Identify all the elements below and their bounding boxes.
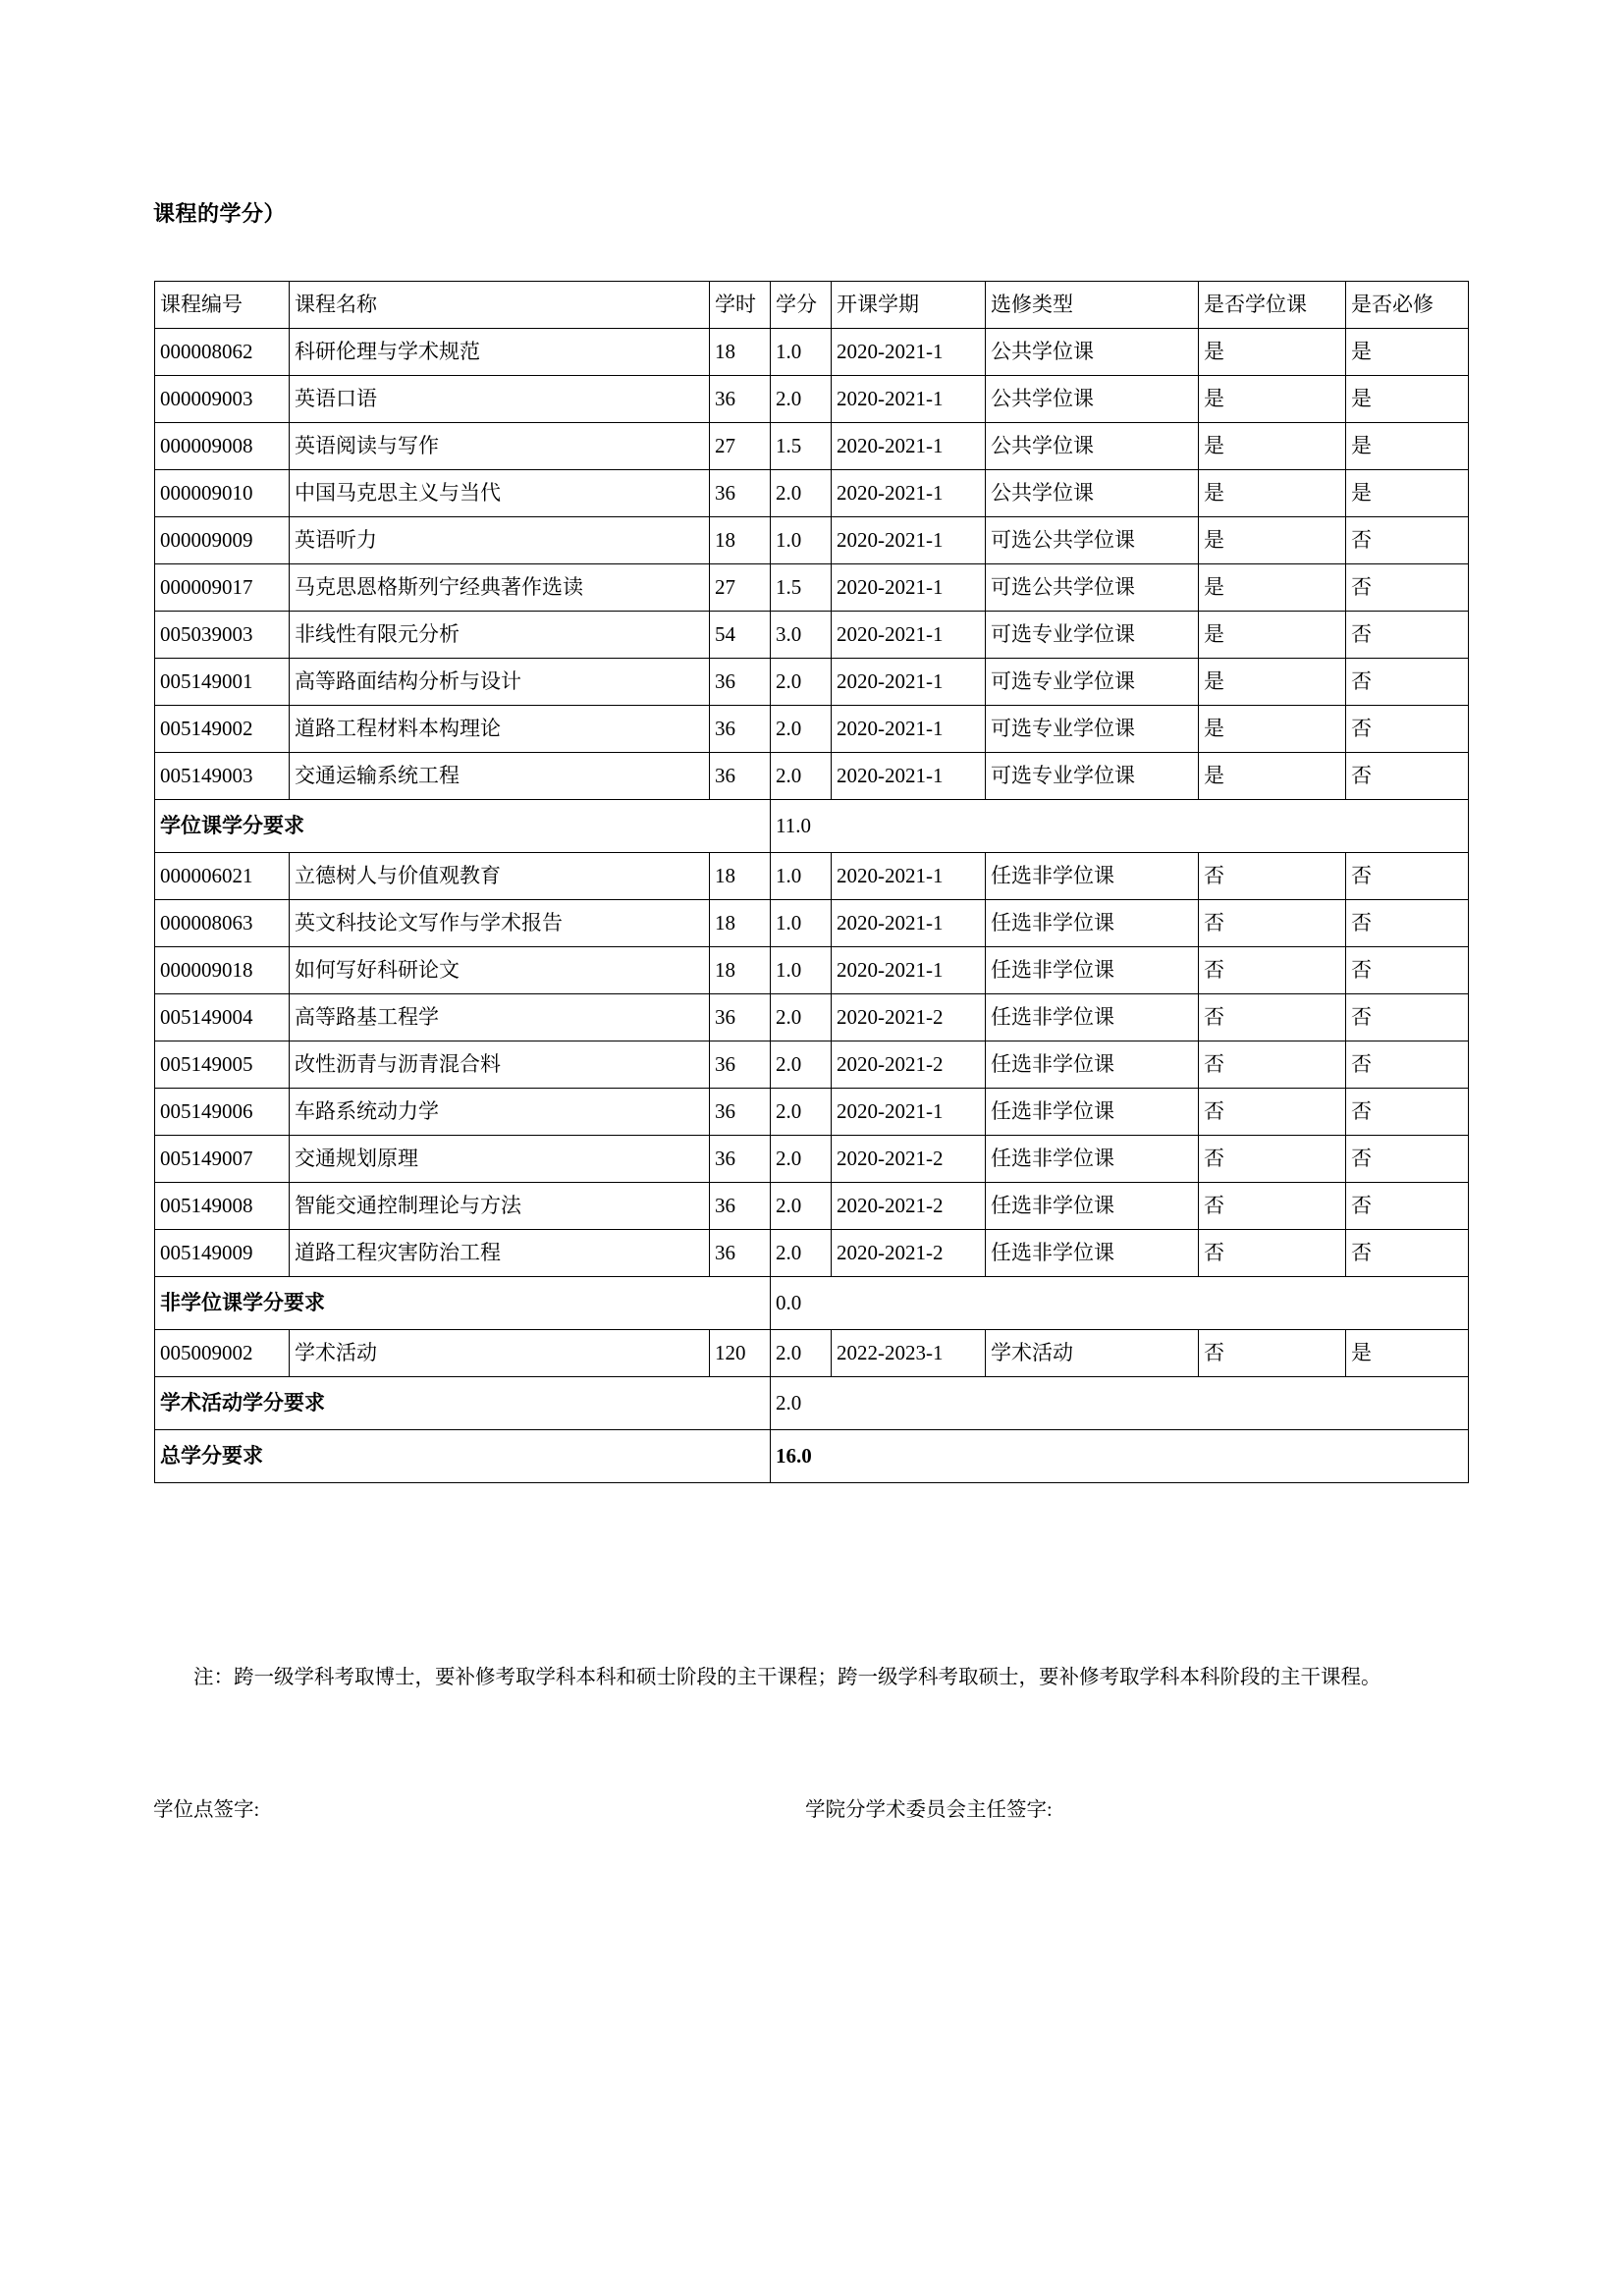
cell-summary-label: 学术活动学分要求 — [155, 1377, 771, 1430]
degree-program-signature-label: 学位点签字: — [153, 1799, 260, 1821]
cell-course-credits: 1.0 — [771, 517, 832, 564]
cell-is-degree-course: 是 — [1199, 376, 1346, 423]
cell-is-degree-course: 否 — [1199, 1136, 1346, 1183]
cell-course-code: 000008062 — [155, 329, 290, 376]
cell-course-term: 2020-2021-1 — [832, 659, 986, 706]
cell-course-type: 可选专业学位课 — [986, 706, 1199, 753]
cell-course-credits: 1.5 — [771, 564, 832, 612]
table-row — [155, 900, 1469, 947]
column-header-course-credits: 学分 — [771, 282, 832, 329]
cell-course-type: 可选专业学位课 — [986, 753, 1199, 800]
cell-course-name: 改性沥青与沥青混合料 — [290, 1041, 710, 1089]
cell-course-credits: 2.0 — [771, 1136, 832, 1183]
cell-course-code: 005149006 — [155, 1089, 290, 1136]
cell-course-term: 2020-2021-1 — [832, 706, 986, 753]
cell-is-required: 是 — [1346, 376, 1469, 423]
cell-summary-value: 0.0 — [771, 1277, 1469, 1330]
cell-course-type: 任选非学位课 — [986, 1183, 1199, 1230]
cell-is-degree-course: 是 — [1199, 470, 1346, 517]
cell-is-required: 否 — [1346, 517, 1469, 564]
cell-course-credits: 2.0 — [771, 706, 832, 753]
cell-summary-value: 2.0 — [771, 1377, 1469, 1430]
footnote: 注：跨一级学科考取博士，要补修考取学科本科和硕士阶段的主干课程；跨一级学科考取硕士，要补修考取学科本科阶段的主干课程。 — [193, 1667, 1381, 1688]
cell-course-name: 英文科技论文写作与学术报告 — [290, 900, 710, 947]
course-credits-table-wrapper — [154, 281, 1468, 1483]
table-row — [155, 1136, 1469, 1183]
cell-course-code: 005149001 — [155, 659, 290, 706]
cell-is-required: 否 — [1346, 564, 1469, 612]
cell-course-hours: 36 — [710, 376, 771, 423]
cell-course-term: 2020-2021-1 — [832, 1089, 986, 1136]
cell-course-type: 任选非学位课 — [986, 1041, 1199, 1089]
table-summary-row — [155, 1277, 1469, 1330]
cell-course-code: 000009010 — [155, 470, 290, 517]
cell-course-term: 2020-2021-1 — [832, 376, 986, 423]
cell-course-name: 马克思恩格斯列宁经典著作选读 — [290, 564, 710, 612]
cell-is-required: 否 — [1346, 1136, 1469, 1183]
cell-course-hours: 18 — [710, 947, 771, 994]
cell-course-name: 交通规划原理 — [290, 1136, 710, 1183]
cell-course-credits: 2.0 — [771, 376, 832, 423]
cell-course-hours: 120 — [710, 1330, 771, 1377]
table-body — [155, 282, 1469, 1483]
cell-course-code: 000009017 — [155, 564, 290, 612]
column-header-course-term: 开课学期 — [832, 282, 986, 329]
cell-summary-label: 学位课学分要求 — [155, 800, 771, 853]
cell-course-term: 2020-2021-1 — [832, 517, 986, 564]
cell-course-type: 可选专业学位课 — [986, 612, 1199, 659]
cell-course-term: 2020-2021-2 — [832, 1230, 986, 1277]
table-total-row — [155, 1430, 1469, 1483]
cell-course-code: 005149003 — [155, 753, 290, 800]
cell-course-code: 005039003 — [155, 612, 290, 659]
cell-course-hours: 36 — [710, 994, 771, 1041]
cell-is-degree-course: 是 — [1199, 564, 1346, 612]
cell-is-required: 否 — [1346, 994, 1469, 1041]
cell-course-credits: 1.0 — [771, 900, 832, 947]
cell-course-code: 000006021 — [155, 853, 290, 900]
cell-course-type: 任选非学位课 — [986, 1136, 1199, 1183]
cell-course-hours: 36 — [710, 1041, 771, 1089]
cell-course-code: 005149007 — [155, 1136, 290, 1183]
cell-course-code: 005149008 — [155, 1183, 290, 1230]
cell-course-term: 2020-2021-2 — [832, 1183, 986, 1230]
cell-course-credits: 2.0 — [771, 1089, 832, 1136]
cell-course-term: 2020-2021-1 — [832, 853, 986, 900]
cell-is-required: 否 — [1346, 1230, 1469, 1277]
cell-course-hours: 36 — [710, 753, 771, 800]
table-row — [155, 612, 1469, 659]
cell-is-degree-course: 否 — [1199, 1041, 1346, 1089]
cell-course-hours: 18 — [710, 517, 771, 564]
cell-course-hours: 54 — [710, 612, 771, 659]
cell-summary-label: 总学分要求 — [155, 1430, 771, 1483]
column-header-course-code: 课程编号 — [155, 282, 290, 329]
cell-course-type: 任选非学位课 — [986, 900, 1199, 947]
cell-course-credits: 2.0 — [771, 1183, 832, 1230]
cell-course-hours: 36 — [710, 706, 771, 753]
table-summary-row — [155, 1377, 1469, 1430]
cell-course-code: 005149002 — [155, 706, 290, 753]
course-credits-table — [154, 281, 1469, 1483]
cell-is-required: 否 — [1346, 853, 1469, 900]
table-row — [155, 994, 1469, 1041]
page-heading: 课程的学分） — [153, 201, 287, 226]
cell-course-term: 2020-2021-1 — [832, 329, 986, 376]
cell-course-term: 2020-2021-1 — [832, 753, 986, 800]
cell-course-code: 005009002 — [155, 1330, 290, 1377]
column-header-is-required: 是否必修 — [1346, 282, 1469, 329]
table-header-row — [155, 282, 1469, 329]
cell-course-code: 000008063 — [155, 900, 290, 947]
cell-course-hours: 36 — [710, 1183, 771, 1230]
cell-is-degree-course: 是 — [1199, 517, 1346, 564]
cell-course-credits: 1.5 — [771, 423, 832, 470]
cell-course-term: 2020-2021-1 — [832, 423, 986, 470]
cell-course-term: 2020-2021-1 — [832, 900, 986, 947]
cell-course-name: 立德树人与价值观教育 — [290, 853, 710, 900]
cell-course-credits: 1.0 — [771, 947, 832, 994]
column-header-course-name: 课程名称 — [290, 282, 710, 329]
cell-is-required: 否 — [1346, 947, 1469, 994]
cell-course-code: 000009008 — [155, 423, 290, 470]
cell-course-name: 车路系统动力学 — [290, 1089, 710, 1136]
cell-course-code: 000009018 — [155, 947, 290, 994]
cell-course-hours: 36 — [710, 1089, 771, 1136]
cell-course-type: 学术活动 — [986, 1330, 1199, 1377]
cell-course-hours: 18 — [710, 853, 771, 900]
cell-course-credits: 1.0 — [771, 329, 832, 376]
table-row — [155, 947, 1469, 994]
cell-course-name: 道路工程材料本构理论 — [290, 706, 710, 753]
cell-is-degree-course: 否 — [1199, 1089, 1346, 1136]
cell-course-term: 2022-2023-1 — [832, 1330, 986, 1377]
cell-summary-label: 非学位课学分要求 — [155, 1277, 771, 1330]
cell-is-degree-course: 是 — [1199, 659, 1346, 706]
cell-is-required: 否 — [1346, 900, 1469, 947]
cell-course-type: 任选非学位课 — [986, 994, 1199, 1041]
cell-course-credits: 2.0 — [771, 659, 832, 706]
cell-course-name: 英语阅读与写作 — [290, 423, 710, 470]
cell-course-code: 000009003 — [155, 376, 290, 423]
cell-is-required: 否 — [1346, 1183, 1469, 1230]
column-header-course-type: 选修类型 — [986, 282, 1199, 329]
cell-course-name: 学术活动 — [290, 1330, 710, 1377]
cell-course-hours: 36 — [710, 470, 771, 517]
cell-course-hours: 18 — [710, 329, 771, 376]
cell-course-hours: 18 — [710, 900, 771, 947]
cell-course-type: 可选公共学位课 — [986, 517, 1199, 564]
cell-course-type: 公共学位课 — [986, 423, 1199, 470]
table-row — [155, 853, 1469, 900]
cell-is-degree-course: 是 — [1199, 329, 1346, 376]
cell-course-code: 005149005 — [155, 1041, 290, 1089]
cell-course-name: 高等路基工程学 — [290, 994, 710, 1041]
table-row — [155, 1041, 1469, 1089]
cell-summary-value: 11.0 — [771, 800, 1469, 853]
cell-is-required: 是 — [1346, 1330, 1469, 1377]
cell-course-credits: 3.0 — [771, 612, 832, 659]
cell-course-name: 科研伦理与学术规范 — [290, 329, 710, 376]
cell-is-required: 否 — [1346, 753, 1469, 800]
cell-is-required: 否 — [1346, 659, 1469, 706]
table-summary-row — [155, 800, 1469, 853]
table-row — [155, 329, 1469, 376]
cell-is-degree-course: 否 — [1199, 853, 1346, 900]
cell-is-required: 否 — [1346, 612, 1469, 659]
table-row — [155, 1089, 1469, 1136]
cell-course-name: 道路工程灾害防治工程 — [290, 1230, 710, 1277]
cell-course-type: 可选专业学位课 — [986, 659, 1199, 706]
cell-is-degree-course: 是 — [1199, 706, 1346, 753]
cell-is-required: 是 — [1346, 423, 1469, 470]
table-row — [155, 423, 1469, 470]
table-row — [155, 659, 1469, 706]
cell-course-code: 000009009 — [155, 517, 290, 564]
cell-course-credits: 2.0 — [771, 1330, 832, 1377]
cell-is-required: 是 — [1346, 470, 1469, 517]
cell-course-term: 2020-2021-1 — [832, 947, 986, 994]
cell-course-name: 如何写好科研论文 — [290, 947, 710, 994]
cell-is-required: 是 — [1346, 329, 1469, 376]
cell-course-credits: 2.0 — [771, 1230, 832, 1277]
cell-course-name: 中国马克思主义与当代 — [290, 470, 710, 517]
cell-course-credits: 2.0 — [771, 994, 832, 1041]
cell-course-name: 智能交通控制理论与方法 — [290, 1183, 710, 1230]
cell-course-type: 公共学位课 — [986, 470, 1199, 517]
column-header-is-degree-course: 是否学位课 — [1199, 282, 1346, 329]
cell-course-credits: 2.0 — [771, 1041, 832, 1089]
cell-course-type: 任选非学位课 — [986, 853, 1199, 900]
cell-course-name: 非线性有限元分析 — [290, 612, 710, 659]
cell-is-degree-course: 是 — [1199, 423, 1346, 470]
cell-course-hours: 27 — [710, 564, 771, 612]
cell-is-degree-course: 否 — [1199, 947, 1346, 994]
academic-committee-chair-signature-label: 学院分学术委员会主任签字: — [805, 1799, 1053, 1821]
cell-course-type: 公共学位课 — [986, 376, 1199, 423]
cell-course-term: 2020-2021-2 — [832, 1041, 986, 1089]
cell-course-hours: 36 — [710, 1230, 771, 1277]
cell-course-term: 2020-2021-2 — [832, 1136, 986, 1183]
cell-is-degree-course: 是 — [1199, 612, 1346, 659]
cell-is-degree-course: 是 — [1199, 753, 1346, 800]
cell-course-term: 2020-2021-2 — [832, 994, 986, 1041]
cell-course-term: 2020-2021-1 — [832, 564, 986, 612]
cell-is-required: 否 — [1346, 706, 1469, 753]
cell-summary-value: 16.0 — [771, 1430, 1469, 1483]
table-row — [155, 517, 1469, 564]
cell-course-code: 005149009 — [155, 1230, 290, 1277]
table-row — [155, 753, 1469, 800]
cell-course-hours: 27 — [710, 423, 771, 470]
cell-course-term: 2020-2021-1 — [832, 612, 986, 659]
cell-course-credits: 2.0 — [771, 470, 832, 517]
cell-course-type: 公共学位课 — [986, 329, 1199, 376]
cell-course-name: 高等路面结构分析与设计 — [290, 659, 710, 706]
cell-is-degree-course: 否 — [1199, 1183, 1346, 1230]
cell-course-type: 任选非学位课 — [986, 1230, 1199, 1277]
cell-course-type: 任选非学位课 — [986, 1089, 1199, 1136]
cell-is-degree-course: 否 — [1199, 994, 1346, 1041]
cell-course-term: 2020-2021-1 — [832, 470, 986, 517]
table-row — [155, 1330, 1469, 1377]
cell-course-code: 005149004 — [155, 994, 290, 1041]
table-row — [155, 1183, 1469, 1230]
cell-course-credits: 1.0 — [771, 853, 832, 900]
table-row — [155, 564, 1469, 612]
cell-course-name: 英语口语 — [290, 376, 710, 423]
cell-course-type: 任选非学位课 — [986, 947, 1199, 994]
cell-course-name: 英语听力 — [290, 517, 710, 564]
cell-course-name: 交通运输系统工程 — [290, 753, 710, 800]
cell-course-hours: 36 — [710, 659, 771, 706]
column-header-course-hours: 学时 — [710, 282, 771, 329]
cell-is-required: 否 — [1346, 1089, 1469, 1136]
cell-is-degree-course: 否 — [1199, 1330, 1346, 1377]
cell-is-degree-course: 否 — [1199, 1230, 1346, 1277]
table-row — [155, 706, 1469, 753]
table-row — [155, 470, 1469, 517]
cell-course-hours: 36 — [710, 1136, 771, 1183]
table-row — [155, 376, 1469, 423]
cell-course-credits: 2.0 — [771, 753, 832, 800]
cell-is-required: 否 — [1346, 1041, 1469, 1089]
cell-course-type: 可选公共学位课 — [986, 564, 1199, 612]
table-row — [155, 1230, 1469, 1277]
cell-is-degree-course: 否 — [1199, 900, 1346, 947]
